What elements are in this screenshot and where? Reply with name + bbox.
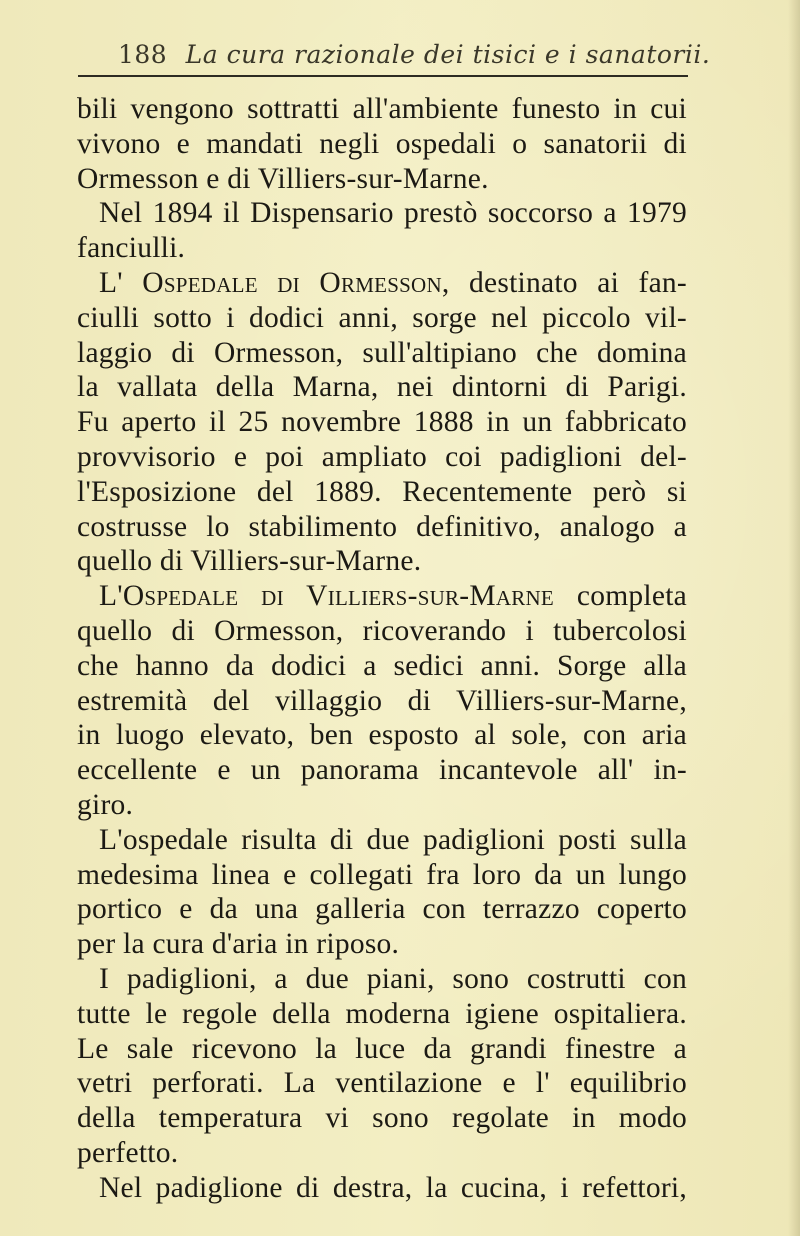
- text-line: Nel 1894 il Dispensario prestò soccorso a 1979: [99, 197, 687, 230]
- text-line: [77, 266, 687, 301]
- running-title: La cura razionale dei tisici e i sanatorii.: [185, 40, 711, 69]
- text-line: tutte le regole della moderna igiene ospitaliera.: [77, 997, 687, 1030]
- text-line: [77, 579, 687, 614]
- text-line: ciulli sotto i dodici anni, sorge nel piccolo vil-: [77, 301, 687, 334]
- text-line: l'Esposizione del 1889. Recentemente però si: [77, 475, 687, 508]
- text-line: bili vengono sottratti all'ambiente funesto in cui: [77, 93, 687, 125]
- text-line: che hanno da dodici a sedici anni. Sorge alla: [77, 649, 687, 682]
- text-line: Ormesson e di Villiers-sur-Marne.: [77, 162, 489, 195]
- page-edge-shadow: [788, 0, 800, 1236]
- line-text: destinato ai fan-: [449, 266, 687, 299]
- header-rule: [78, 75, 688, 77]
- text-line: vivono e mandati negli ospedali o sanatorii di: [77, 127, 687, 160]
- text-line: per la cura d'aria in riposo.: [77, 928, 400, 961]
- text-line: I padiglioni, a due piani, sono costrutti con: [99, 962, 687, 995]
- text-line: perfetto.: [77, 1136, 179, 1169]
- running-head: [118, 40, 710, 69]
- text-line: quello di Villiers-sur-Marne.: [77, 545, 422, 578]
- text-line: medesima linea e collegati fra loro da un lungo: [77, 858, 687, 891]
- text-line: vetri perforati. La ventilazione e l' equilibrio: [77, 1067, 687, 1100]
- text-line: Nel padiglione di destra, la cucina, i refettori,: [99, 1171, 687, 1204]
- text-line: Fu aperto il 25 novembre 1888 in un fabbricato: [77, 406, 687, 439]
- body-text: [77, 92, 687, 1206]
- text-line: fanciulli.: [77, 232, 186, 265]
- text-line: della temperatura vi sono regolate in modo: [77, 1102, 687, 1135]
- text-line: giro.: [77, 788, 134, 821]
- text-line: portico e da una galleria con terrazzo coperto: [77, 893, 687, 926]
- text-line: provvisorio e poi ampliato coi padiglioni del-: [77, 440, 687, 473]
- text-line: eccellente e un panorama incantevole all' in-: [77, 754, 687, 787]
- text-line: Le sale ricevono la luce da grandi finestre a: [77, 1032, 687, 1065]
- text-line: quello di Ormesson, ricoverando i tubercolosi: [77, 614, 687, 647]
- text-line: estremità del villaggio di Villiers-sur-Marne,: [77, 684, 687, 717]
- line-text: completa: [554, 580, 687, 613]
- section-heading-ormesson: L' Ospedale di Ormesson,: [99, 266, 450, 299]
- text-line: la vallata della Marna, nei dintorni di Parigi.: [77, 371, 687, 404]
- page-number: 188: [118, 40, 168, 69]
- text-line: laggio di Ormesson, sull'altipiano che domina: [77, 336, 687, 369]
- text-line: L'ospedale risulta di due padiglioni posti sulla: [99, 823, 687, 856]
- text-line: in luogo elevato, ben esposto al sole, con aria: [77, 719, 687, 752]
- section-heading-villiers: L'Ospedale di Villiers-sur-Marne: [99, 580, 555, 613]
- text-line: costrusse lo stabilimento definitivo, analogo a: [77, 510, 687, 543]
